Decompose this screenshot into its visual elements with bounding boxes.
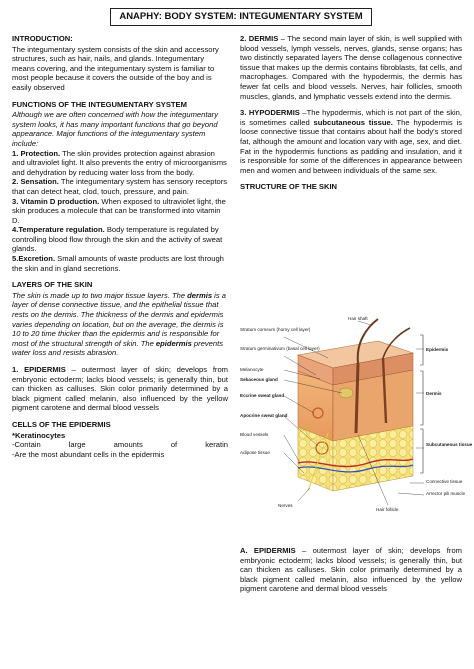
label-sebaceous-gland: Sebaceous gland	[240, 377, 278, 382]
label-adipose: Adipose tissue	[240, 450, 270, 455]
intro-text: The integumentary system consists of the skin and accessory structures, such as hair, nails, and glands. Integumentary means covering, and the integumentary system is familiar to most people because it covers the outside of the boy and is easily observed	[12, 44, 219, 92]
left-column	[12, 34, 228, 459]
label-melanocyte: Melanocyte	[240, 367, 264, 372]
label-stratum-germinativum: Stratum germinativum (basal cell layer)	[240, 346, 320, 351]
cells-title: CELLS OF THE EPIDERMIS	[12, 419, 111, 429]
label-apocrine-gland: Apocrine sweat gland	[240, 413, 288, 418]
label-arrector-pili: Arrector pili muscle	[426, 491, 466, 496]
label-subcutaneous: Subcutaneous tissue	[426, 442, 473, 447]
keratinocytes-title: *Keratinocytes	[12, 430, 66, 440]
keratinocytes-item: -Are the most abundant cells in the epidermis	[12, 449, 165, 459]
intro-title: INTRODUCTION:	[12, 34, 73, 43]
functions-title: FUNCTIONS OF THE INTEGUMENTARY SYSTEM	[12, 99, 187, 109]
function-item: 2. Sensation. The integumentary system has sensory receptors that can detect heat, clod, touch, pressure, and pain.	[12, 177, 228, 196]
right-column	[240, 34, 462, 193]
epidermis-text: 1. EPIDERMIS – outermost layer of skin; develops from embryonic ectoderm; lacks blood vessels; is generally thin, but can thicken as calluses. Skin color primarily determined by a black pigment called melanin, also influenced by the yellow pigment carotene and dermal blood vessels	[12, 365, 229, 413]
keratinocytes-item: -Contain large amounts of keratin	[12, 440, 228, 450]
label-connective: Connective tissue	[426, 479, 463, 484]
epidermis-a-section	[240, 546, 462, 594]
functions-list	[12, 149, 228, 274]
function-item: 4.Temperature regulation. Body temperature is regulated by controlling blood flow through the skin and the activity of sweat glands.	[12, 225, 223, 254]
page-header: ANAPHY: BODY SYSTEM: INTEGUMENTARY SYSTEM	[110, 8, 372, 26]
function-item: 3. Vitamin D production. When exposed to ultraviolet light, the skin produces a molecule that can be transformed into vitamin D.	[12, 196, 226, 225]
functions-intro: Although we are often concerned with how the integumentary system looks, it has many important functions that go beyond appearance. Major functions of the integumentary system include:	[12, 110, 219, 148]
label-blood-vessels: Blood vessels	[240, 432, 269, 437]
dermis-text: 2. DERMIS – The second main layer of skin, is well supplied with blood vessels, lymph vessels, nerves, glands, sense organs; has two distinctly separated layers The dense collagenous connective tissue that makes up the dermis contains fibroblasts, fat cells, and macrophages. Compared with the hypodermis, the dermis has fewer fat cells and blood vessels. Nerves, hair follicles, smooth muscles, glands, and lymphatic vessels extend into the dermis.	[240, 34, 462, 101]
label-hair-shaft: Hair shaft	[348, 316, 368, 321]
layers-text: The skin is made up to two major tissue layers. The dermis is a layer of dense connective tissue, and the epithelial tissue that rests on the dermis. The thickness of the dermis and epidermis varies depending on location, but on the average, the dermis is 10 to 20 time thicker than the epidermis and is responsible for most of the structural strength of skin. The epidermis prevents water loss and resists abrasion.	[12, 290, 226, 358]
label-hair-follicle: Hair follicle	[376, 507, 399, 512]
skin-diagram	[238, 313, 473, 518]
label-eccrine-gland: Eccrine sweat gland	[240, 393, 285, 398]
label-nerves: Nerves	[278, 503, 293, 508]
label-dermis: Dermis	[426, 391, 442, 396]
function-item: 1. Protection. The skin provides protection against abrasion and ultraviolet light. It also prevents the entry of microorganisms and dehydration by reducing water loss from the body.	[12, 148, 227, 177]
layers-title: LAYERS OF THE SKIN	[12, 280, 93, 290]
hypodermis-text: 3. HYPODERMIS –The hypodermis, which is not part of the skin, is sometimes called subcutaneous tissue. The hypodermis is loose connective tissue that contains about half the body's stored fat, although the amount and location vary with age, sex, and diet. Fat in the hypodermis functions as padding and insulation, and it is responsible for some of the differences in appearance between men and women and between individuals of the same sex.	[240, 108, 463, 175]
skin-structure-figure	[238, 313, 473, 518]
function-item: 5.Excretion. Small amounts of waste products are lost through the skin and in gland secretions.	[12, 254, 224, 273]
structure-title: STRUCTURE OF THE SKIN	[240, 182, 338, 192]
hair-follicle	[356, 363, 358, 433]
label-stratum-corneum: Stratum corneum (horny cell layer)	[240, 327, 311, 332]
label-epidermis: Epidermis	[426, 347, 449, 352]
epidermis-a-text: A. EPIDERMIS – outermost layer of skin; develops from embryonic ectoderm; lacks blood vessels; is generally thin, but can thicken as calluses. Skin color primarily determined by a black pigment called melanin, also influenced by the yellow pigment carotene and dermal blood vessels	[240, 546, 462, 594]
